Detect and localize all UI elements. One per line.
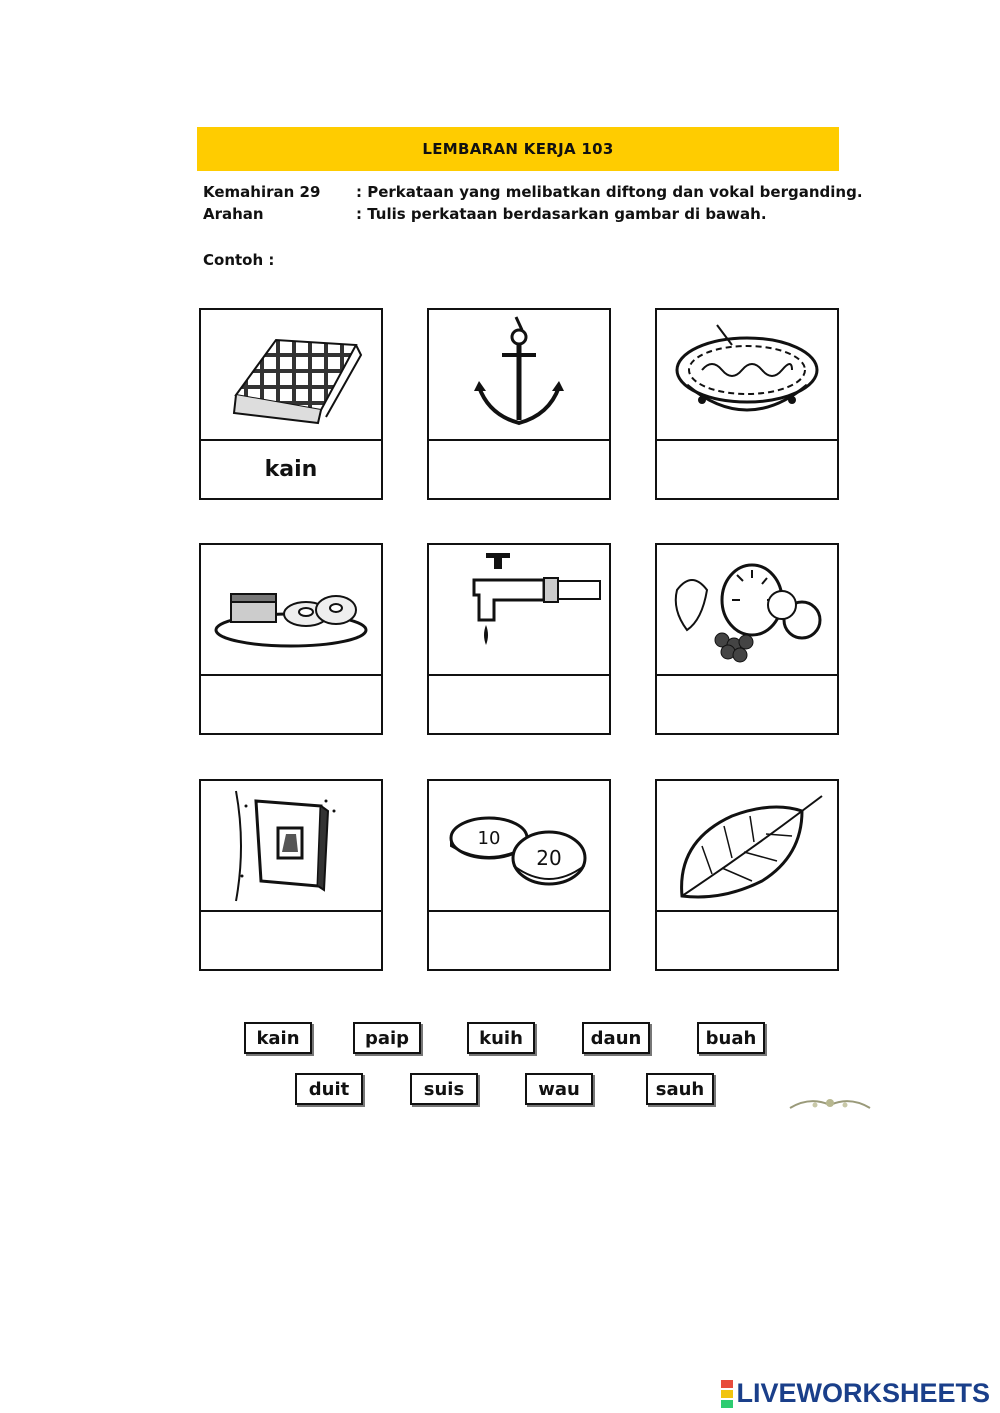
instruction-text: : Tulis perkataan berdasarkan gambar di bawah. bbox=[356, 205, 767, 223]
answer-box-2[interactable] bbox=[429, 441, 609, 498]
picture-frame bbox=[201, 545, 381, 676]
answer-box-3[interactable] bbox=[657, 441, 837, 498]
answer-box-6[interactable] bbox=[657, 676, 837, 733]
picture-frame bbox=[657, 781, 837, 912]
word-bank-paip[interactable]: paip bbox=[353, 1022, 421, 1054]
coin-10-value: 10 bbox=[477, 827, 501, 849]
answer-box-5[interactable] bbox=[429, 676, 609, 733]
kite-icon bbox=[662, 315, 832, 435]
word-bank-daun[interactable]: daun bbox=[582, 1022, 650, 1054]
picture-card-tap bbox=[427, 543, 611, 735]
coins-icon bbox=[434, 786, 604, 906]
floral-ornament-icon bbox=[785, 1093, 875, 1115]
word-bank-suis[interactable]: suis bbox=[410, 1073, 478, 1105]
picture-frame bbox=[201, 310, 381, 441]
answer-box-9[interactable] bbox=[657, 912, 837, 969]
cakes-plate-icon bbox=[206, 550, 376, 670]
word-bank-sauh[interactable]: sauh bbox=[646, 1073, 714, 1105]
picture-frame bbox=[201, 781, 381, 912]
answer-input-7[interactable] bbox=[204, 918, 378, 964]
picture-frame bbox=[429, 545, 609, 676]
leaf-icon bbox=[662, 786, 832, 906]
picture-card-cakes bbox=[199, 543, 383, 735]
picture-card-kite bbox=[655, 308, 839, 500]
word-bank-wau[interactable]: wau bbox=[525, 1073, 593, 1105]
picture-card-anchor bbox=[427, 308, 611, 500]
picture-card-switch bbox=[199, 779, 383, 971]
picture-card-cloth bbox=[199, 308, 383, 500]
picture-card-fruits bbox=[655, 543, 839, 735]
word-bank-duit[interactable]: duit bbox=[295, 1073, 363, 1105]
answer-box-4[interactable] bbox=[201, 676, 381, 733]
answer-input-3[interactable] bbox=[660, 447, 834, 493]
liveworksheets-logo-icon bbox=[721, 1379, 733, 1409]
answer-input-6[interactable] bbox=[660, 682, 834, 728]
answer-input-4[interactable] bbox=[204, 682, 378, 728]
example-answer: kain bbox=[264, 457, 318, 482]
answer-input-8[interactable] bbox=[432, 918, 606, 964]
answer-input-9[interactable] bbox=[660, 918, 834, 964]
example-label: Contoh : bbox=[203, 251, 275, 269]
cloth-icon bbox=[206, 315, 376, 435]
word-bank-buah[interactable]: buah bbox=[697, 1022, 765, 1054]
switch-icon bbox=[206, 786, 376, 906]
picture-card-leaf bbox=[655, 779, 839, 971]
skill-text: : Perkataan yang melibatkan diftong dan vokal berganding. bbox=[356, 183, 863, 201]
instruction-label: Arahan bbox=[203, 205, 264, 223]
answer-box-example bbox=[201, 441, 381, 498]
answer-input-5[interactable] bbox=[432, 682, 606, 728]
picture-frame bbox=[429, 310, 609, 441]
answer-input-2[interactable] bbox=[432, 447, 606, 493]
brand-name: LIVEWORKSHEETS bbox=[736, 1378, 990, 1408]
anchor-icon bbox=[434, 315, 604, 435]
word-bank-kain[interactable]: kain bbox=[244, 1022, 312, 1054]
picture-frame bbox=[657, 310, 837, 441]
worksheet-title-banner bbox=[197, 127, 839, 171]
fruits-icon bbox=[662, 550, 832, 670]
tap-pipe-icon bbox=[434, 550, 604, 670]
picture-card-coins bbox=[427, 779, 611, 971]
skill-label: Kemahiran 29 bbox=[203, 183, 321, 201]
answer-box-7[interactable] bbox=[201, 912, 381, 969]
picture-frame bbox=[429, 781, 609, 912]
liveworksheets-brand[interactable] bbox=[721, 1378, 990, 1409]
coin-20-value: 20 bbox=[536, 845, 562, 870]
answer-box-8[interactable] bbox=[429, 912, 609, 969]
worksheet-title: LEMBARAN KERJA 103 bbox=[422, 140, 614, 158]
word-bank-kuih[interactable]: kuih bbox=[467, 1022, 535, 1054]
picture-frame bbox=[657, 545, 837, 676]
